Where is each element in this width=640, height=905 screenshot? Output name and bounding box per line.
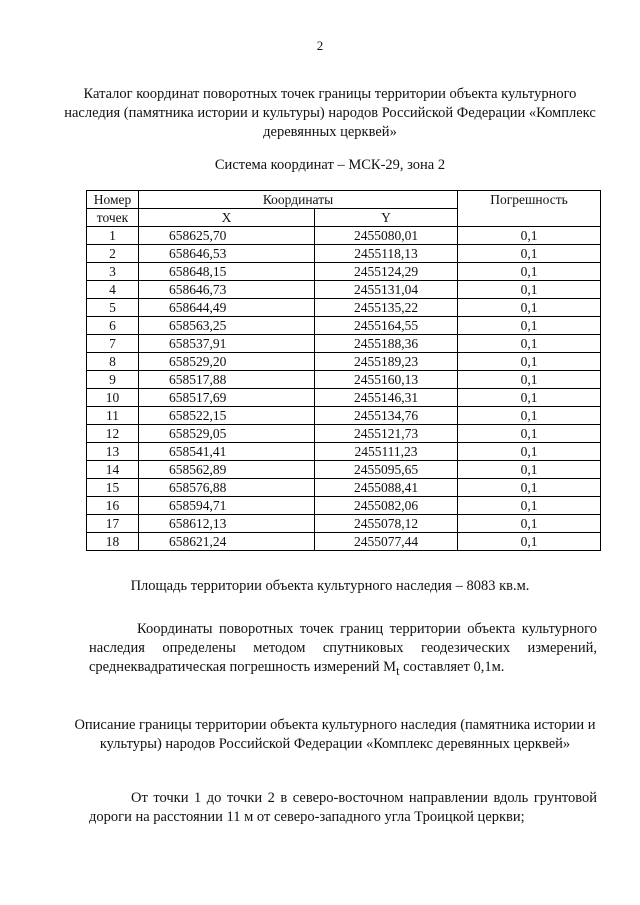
coord-x: 658541,41 [139, 443, 315, 461]
coord-x: 658522,15 [139, 407, 315, 425]
coord-y: 2455111,23 [315, 443, 458, 461]
header-x: X [139, 209, 315, 227]
point-number: 5 [87, 299, 139, 317]
coord-y: 2455188,36 [315, 335, 458, 353]
table-header-row [87, 191, 601, 209]
error-value: 0,1 [458, 299, 601, 317]
coord-x: 658612,13 [139, 515, 315, 533]
point-number: 9 [87, 371, 139, 389]
description-title: Описание границы территории объекта культурного наследия (памятника истории и культуры) народов Российской Федерации «Комплекс деревянных церквей» [74, 717, 596, 752]
coord-x: 658648,15 [139, 263, 315, 281]
coord-y: 2455164,55 [315, 317, 458, 335]
coord-y: 2455124,29 [315, 263, 458, 281]
table-row [87, 335, 601, 353]
point-number: 6 [87, 317, 139, 335]
point-number: 2 [87, 245, 139, 263]
point-number: 17 [87, 515, 139, 533]
error-value: 0,1 [458, 389, 601, 407]
coord-y: 2455189,23 [315, 353, 458, 371]
table-row [87, 263, 601, 281]
coord-x: 658646,53 [139, 245, 315, 263]
table-row [87, 317, 601, 335]
point-number: 15 [87, 479, 139, 497]
coord-y: 2455146,31 [315, 389, 458, 407]
coord-y: 2455095,65 [315, 461, 458, 479]
coord-x: 658625,70 [139, 227, 315, 245]
coord-y: 2455135,22 [315, 299, 458, 317]
point-number: 16 [87, 497, 139, 515]
table-row [87, 461, 601, 479]
page-number: 2 [316, 38, 324, 53]
table-row [87, 227, 601, 245]
point-number: 8 [87, 353, 139, 371]
point-number: 13 [87, 443, 139, 461]
error-value: 0,1 [458, 515, 601, 533]
coordinate-system: Система координат – МСК-29, зона 2 [214, 157, 446, 173]
coord-x: 658529,05 [139, 425, 315, 443]
header-points: точек [87, 209, 139, 227]
coord-x: 658562,89 [139, 461, 315, 479]
error-value: 0,1 [458, 497, 601, 515]
accuracy-paragraph [89, 620, 597, 681]
error-value: 0,1 [458, 371, 601, 389]
point-number: 4 [87, 281, 139, 299]
error-value: 0,1 [458, 317, 601, 335]
point-number: 14 [87, 461, 139, 479]
point-number: 10 [87, 389, 139, 407]
table-row [87, 443, 601, 461]
coord-x: 658517,69 [139, 389, 315, 407]
accuracy-text: Координаты поворотных точек границ территории объекта культурного наследия определены методом спутниковых геодезических измерений, среднеквадратическая погрешность измерений M [89, 621, 597, 675]
header-number: Номер [87, 191, 139, 209]
coord-x: 658594,71 [139, 497, 315, 515]
error-value: 0,1 [458, 407, 601, 425]
coordinates-table [86, 190, 601, 551]
header-y: Y [315, 209, 458, 227]
header-error: Погрешность [458, 191, 601, 227]
error-value: 0,1 [458, 245, 601, 263]
table-row [87, 497, 601, 515]
point-number: 18 [87, 533, 139, 551]
point-number: 1 [87, 227, 139, 245]
header-coordinates: Координаты [139, 191, 458, 209]
error-value: 0,1 [458, 443, 601, 461]
description-paragraph: От точки 1 до точки 2 в северо-восточном направлении вдоль грунтовой дороги на расстоянии 11 м от северо-западного угла Троицкой церкви; [89, 790, 597, 825]
coord-y: 2455121,73 [315, 425, 458, 443]
table-row [87, 479, 601, 497]
coord-x: 658529,20 [139, 353, 315, 371]
coord-y: 2455118,13 [315, 245, 458, 263]
table-row [87, 407, 601, 425]
coord-y: 2455134,76 [315, 407, 458, 425]
error-value: 0,1 [458, 425, 601, 443]
table-row [87, 299, 601, 317]
coord-y: 2455082,06 [315, 497, 458, 515]
coord-y: 2455077,44 [315, 533, 458, 551]
coord-x: 658537,91 [139, 335, 315, 353]
point-number: 3 [87, 263, 139, 281]
table-row [87, 353, 601, 371]
error-value: 0,1 [458, 281, 601, 299]
point-number: 11 [87, 407, 139, 425]
coord-y: 2455131,04 [315, 281, 458, 299]
table-row [87, 515, 601, 533]
accuracy-subscript: t [396, 663, 400, 678]
table-row [87, 281, 601, 299]
point-number: 12 [87, 425, 139, 443]
error-value: 0,1 [458, 353, 601, 371]
table-row [87, 425, 601, 443]
error-value: 0,1 [458, 461, 601, 479]
coord-x: 658646,73 [139, 281, 315, 299]
coord-y: 2455160,13 [315, 371, 458, 389]
error-value: 0,1 [458, 479, 601, 497]
error-value: 0,1 [458, 227, 601, 245]
error-value: 0,1 [458, 263, 601, 281]
coord-y: 2455080,01 [315, 227, 458, 245]
coord-x: 658644,49 [139, 299, 315, 317]
accuracy-text-end: составляет 0,1м. [399, 659, 505, 675]
coord-x: 658576,88 [139, 479, 315, 497]
error-value: 0,1 [458, 335, 601, 353]
coord-x: 658517,88 [139, 371, 315, 389]
point-number: 7 [87, 335, 139, 353]
table-row [87, 533, 601, 551]
table-row [87, 371, 601, 389]
area-statement: Площадь территории объекта культурного наследия – 8083 кв.м. [130, 578, 530, 594]
table-row [87, 245, 601, 263]
catalog-title: Каталог координат поворотных точек границы территории объекта культурного наследия (памятника истории и культуры) народов Российской Федерации «Комплекс деревянных церквей» [64, 86, 596, 140]
error-value: 0,1 [458, 533, 601, 551]
coord-y: 2455088,41 [315, 479, 458, 497]
table-row [87, 389, 601, 407]
coord-y: 2455078,12 [315, 515, 458, 533]
coord-x: 658563,25 [139, 317, 315, 335]
coord-x: 658621,24 [139, 533, 315, 551]
